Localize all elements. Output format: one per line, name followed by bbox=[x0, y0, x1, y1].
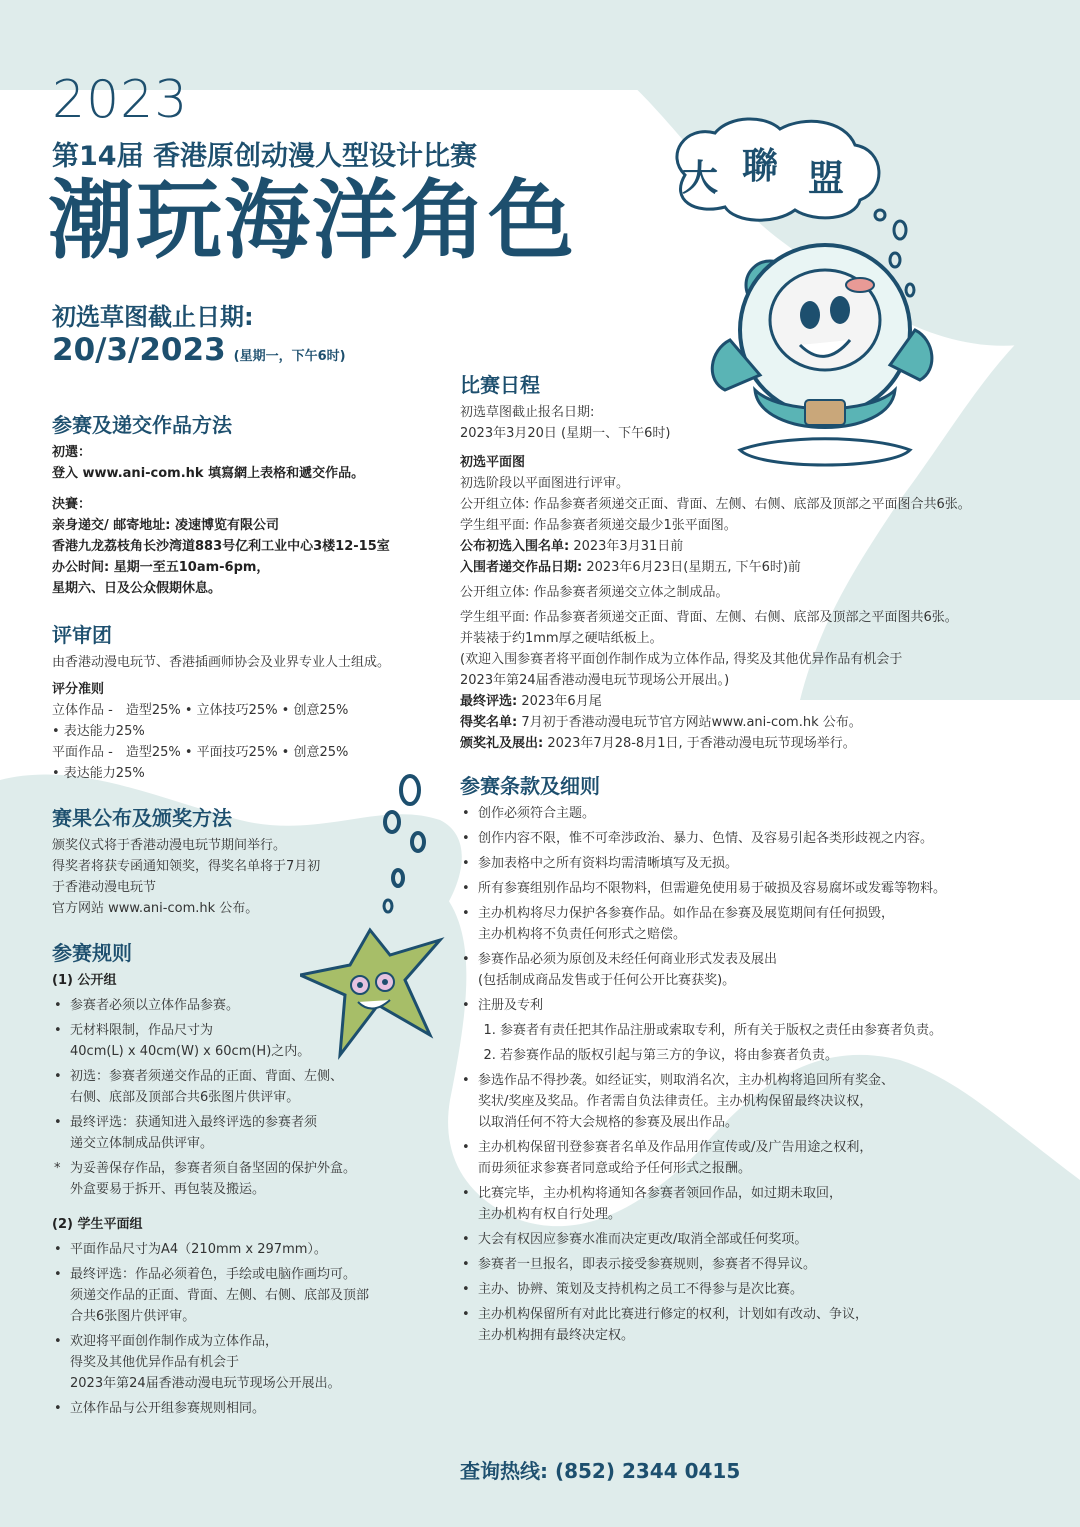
results-section bbox=[52, 808, 437, 919]
list-item: • 注册及专利 bbox=[460, 995, 1040, 1016]
ceremony-row bbox=[460, 733, 1040, 754]
sub-list-item: 1. 参赛者有责任把其作品注册或索取专利，所有关于版权之责任由参赛者负责。 bbox=[500, 1020, 1040, 1041]
alliance-char-2: 聯 bbox=[742, 146, 779, 187]
rules-heading: 参赛规则 bbox=[52, 941, 132, 965]
final-line: 星期六、日及公众假期休息。 bbox=[52, 581, 222, 596]
list-item: • 主办机构保留刊登参赛者名单及作品用作宣传或/及广告用途之权利， 而毋须征求参赛者同意或给予任何形式之报酬。 bbox=[460, 1137, 1040, 1179]
deadline-label: 初选草图截止日期: bbox=[52, 303, 254, 331]
prelim-text: 登入 www.ani-com.hk 填寫網上表格和遞交作品。 bbox=[52, 466, 365, 481]
finalist-label: 入围者递交作品日期: bbox=[460, 560, 583, 575]
year-title: 2023 bbox=[52, 70, 189, 130]
left-column bbox=[52, 415, 437, 1433]
final-line: 亲身递交/ 邮寄地址: 凌速博览有限公司 bbox=[52, 518, 279, 533]
terms-section bbox=[460, 776, 1040, 1346]
winners-value: 7月初于香港动漫电玩节官方网站www.ani-com.hk 公布。 bbox=[521, 715, 862, 730]
shortlist-value: 2023年3月31日前 bbox=[573, 539, 684, 554]
criteria-label: 评分准则 bbox=[52, 682, 105, 697]
rules-section bbox=[52, 943, 437, 1419]
results-line: 颁奖仪式将于香港动漫电玩节期间举行。 bbox=[52, 838, 287, 853]
prelim-plan-label: 初选平面图 bbox=[460, 455, 526, 470]
ceremony-value: 2023年7月28-8月1日, 于香港动漫电玩节现场举行。 bbox=[547, 736, 856, 751]
results-line: 于香港动漫电玩节 bbox=[52, 880, 157, 895]
final-judging-label: 最终评选: bbox=[460, 694, 518, 709]
criteria-line: • 表达能力25% bbox=[52, 766, 145, 781]
finalist-line: 2023年第24届香港动漫电玩节现场公开展出。) bbox=[460, 673, 730, 688]
submission-section bbox=[52, 415, 437, 599]
deadline-date bbox=[52, 332, 346, 368]
list-item: • 大会有权因应参赛水准而决定更改/取消全部或任何奖项。 bbox=[460, 1229, 1040, 1250]
deadline-date-value: 20/3/2023 bbox=[52, 332, 226, 368]
terms-heading: 参赛条款及细则 bbox=[460, 774, 600, 798]
final-line: 办公时间: 星期一至五10am-6pm， bbox=[52, 560, 270, 575]
right-column bbox=[460, 375, 1040, 1360]
jury-heading: 评审团 bbox=[52, 623, 112, 647]
list-item: • 欢迎将平面创作制作成为立体作品， 得奖及其他优异作品有机会于 2023年第24届香港动漫电玩节现场公开展出。 bbox=[52, 1331, 437, 1394]
criteria-line: 平面作品 - 造型25% • 平面技巧25% • 创意25% bbox=[52, 745, 349, 760]
list-item: • 最终评选：作品必须着色，手绘或电脑作画均可。 须递交作品的正面、背面、左侧、右侧、底部及顶部 合共6张图片供评审。 bbox=[52, 1264, 437, 1327]
prelim-plan-line: 学生组平面: 作品参赛者须递交最少1张平面图。 bbox=[460, 518, 737, 533]
alliance-char-3: 盟 bbox=[808, 158, 845, 199]
competition-subtitle: 第14届 香港原创动漫人型设计比赛 bbox=[52, 141, 477, 172]
prelim-plan-line: 初选阶段以平面图进行评审。 bbox=[460, 476, 630, 491]
list-item: • 参赛作品必须为原创及未经任何商业形式发表及展出 (包括制成商品发售或于任何公开比赛获奖)。 bbox=[460, 949, 1040, 991]
shortlist-row bbox=[460, 536, 1040, 557]
prelim-label: 初選： bbox=[52, 445, 92, 460]
list-item: • 初选：参赛者须递交作品的正面、背面、左侧、 右侧、底部及顶部合共6张图片供评审。 bbox=[52, 1066, 437, 1108]
student-group-list bbox=[52, 1239, 437, 1419]
hotline: 查询热线: (852) 2344 0415 bbox=[460, 1459, 741, 1483]
terms-sub-list bbox=[460, 1020, 1040, 1066]
sub-list-item: 2. 若参赛作品的版权引起与第三方的争议，将由参赛者负责。 bbox=[500, 1045, 1040, 1066]
prelim-plan-line: 公开组立体: 作品参赛者须递交正面、背面、左侧、右侧、底部及顶部之平面图合共6张。 bbox=[460, 497, 971, 512]
finalist-line: 并装裱于约1mm厚之硬咭纸板上。 bbox=[460, 631, 663, 646]
note-item: * 为妥善保存作品，参赛者须自备坚固的保护外盒。 外盒要易于拆开、再包装及搬运。 bbox=[52, 1158, 437, 1200]
finalist-line: 公开组立体: 作品参赛者须递交立体之制成品。 bbox=[460, 585, 729, 600]
finalist-line: (欢迎入围参赛者将平面创作制作成为立体作品, 得奖及其他优异作品有机会于 bbox=[460, 652, 903, 667]
shortlist-label: 公布初选入围名单: bbox=[460, 539, 570, 554]
list-item: • 比赛完毕，主办机构将通知各参赛者领回作品，如过期未取回， 主办机构有权自行处理。 bbox=[460, 1183, 1040, 1225]
jury-section bbox=[52, 625, 437, 784]
alliance-char-1: 大 bbox=[682, 158, 719, 199]
finalist-value: 2023年6月23日(星期五, 下午6时)前 bbox=[586, 560, 801, 575]
final-judging-row bbox=[460, 691, 1040, 712]
criteria-line: • 表达能力25% bbox=[52, 724, 145, 739]
list-item: • 立体作品与公开组参赛规则相同。 bbox=[52, 1398, 437, 1419]
final-judging-value: 2023年6月尾 bbox=[521, 694, 602, 709]
list-item: • 主办机构保留所有对此比赛进行修定的权利，计划如有改动、争议， 主办机构拥有最终决定权。 bbox=[460, 1304, 1040, 1346]
final-line: 香港九龙荔枝角长沙湾道883号亿利工业中心3楼12-15室 bbox=[52, 539, 390, 554]
main-title: 潮玩海洋角色 bbox=[48, 171, 576, 271]
open-group-note bbox=[52, 1158, 437, 1200]
schedule-heading: 比赛日程 bbox=[460, 373, 540, 397]
winners-row bbox=[460, 712, 1040, 733]
list-item: • 参加表格中之所有资料均需清晰填写及无损。 bbox=[460, 853, 1040, 874]
list-item: • 参赛者必须以立体作品参赛。 bbox=[52, 995, 437, 1016]
finalist-line: 学生组平面: 作品参赛者须递交正面、背面、左侧、右侧、底部及顶部之平面图共6张。 bbox=[460, 610, 958, 625]
list-item: • 主办、协辨、策划及支持机构之员工不得参与是次比赛。 bbox=[460, 1279, 1040, 1300]
open-group-list bbox=[52, 995, 437, 1154]
submission-heading: 参赛及递交作品方法 bbox=[52, 413, 232, 437]
schedule-intro-line: 初选草图截止报名日期: bbox=[460, 405, 595, 420]
list-item: • 最终评选：获通知进入最终评选的参赛者须 递交立体制成品供评审。 bbox=[52, 1112, 437, 1154]
open-group-label: (1) 公开组 bbox=[52, 973, 117, 988]
student-group-label: (2) 学生平面组 bbox=[52, 1217, 143, 1232]
results-line: 官方网站 www.ani-com.hk 公布。 bbox=[52, 901, 259, 916]
criteria-line: 立体作品 - 造型25% • 立体技巧25% • 创意25% bbox=[52, 703, 349, 718]
list-item: • 平面作品尺寸为A4（210mm x 297mm）。 bbox=[52, 1239, 437, 1260]
deadline-note: (星期一，下午6时) bbox=[233, 349, 346, 364]
results-heading: 赛果公布及颁奖方法 bbox=[52, 806, 232, 830]
list-item: • 所有参赛组别作品均不限物料，但需避免使用易于破损及容易腐坏或发霉等物料。 bbox=[460, 878, 1040, 899]
winners-label: 得奖名单: bbox=[460, 715, 518, 730]
ceremony-label: 颁奖礼及展出: bbox=[460, 736, 544, 751]
schedule-section bbox=[460, 375, 1040, 754]
schedule-intro-line: 2023年3月20日 (星期一、下午6时) bbox=[460, 426, 671, 441]
list-item: • 参选作品不得抄袭。如经证实，则取消名次，主办机构将追回所有奖金、 奖状/奖座及奖品。作者需自负法律责任。主办机构保留最终决议权， 以取消任何不符大会规格的参赛及展出作品。 bbox=[460, 1070, 1040, 1133]
results-line: 得奖者将获专函通知领奖，得奖名单将于7月初 bbox=[52, 859, 321, 874]
finalist-row bbox=[460, 557, 1040, 578]
final-label: 決賽： bbox=[52, 497, 92, 512]
list-item: • 创作必须符合主题。 bbox=[460, 803, 1040, 824]
terms-list-a bbox=[460, 803, 1040, 1016]
terms-list-b bbox=[460, 1070, 1040, 1346]
list-item: • 无材料限制，作品尺寸为 40cm(L) x 40cm(W) x 60cm(H)之内。 bbox=[52, 1020, 437, 1062]
list-item: • 主办机构将尽力保护各参赛作品。如作品在参赛及展览期间有任何损毁， 主办机构将不负责任何形式之赔偿。 bbox=[460, 903, 1040, 945]
list-item: • 创作内容不限，惟不可牵涉政治、暴力、色情、及容易引起各类形歧视之内容。 bbox=[460, 828, 1040, 849]
list-item: • 参赛者一旦报名，即表示接受参赛规则，参赛者不得异议。 bbox=[460, 1254, 1040, 1275]
jury-desc: 由香港动漫电玩节、香港插画师协会及业界专业人士组成。 bbox=[52, 655, 391, 670]
